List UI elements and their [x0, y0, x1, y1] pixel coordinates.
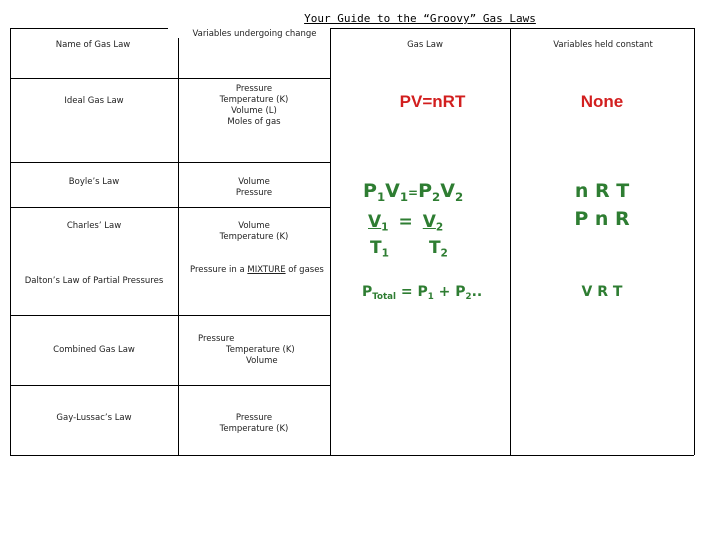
page-title: Your Guide to the “Groovy” Gas Laws	[304, 12, 536, 25]
header-gas-law: Gas Law	[407, 40, 443, 50]
row-ideal-name: Ideal Gas Law	[64, 96, 124, 106]
row-combined-variables	[198, 334, 328, 367]
row-gay-lussac-name: Gay-Lussac’s Law	[56, 413, 132, 423]
variable-item: Pressure	[198, 334, 235, 344]
variable-item: Temperature (K)	[226, 345, 295, 355]
variable-item: Volume	[238, 221, 270, 231]
table-border-bottom	[10, 455, 694, 456]
formula-charles-top: $V_1 = V_2$	[368, 212, 444, 234]
row-gay-lussac-variables	[178, 413, 330, 435]
formula-boyle: $P_1V_1=P_2V_2$	[363, 180, 464, 205]
variable-item: Moles of gas	[227, 117, 281, 127]
variable-item: Volume (L)	[231, 106, 277, 116]
row-divider-3	[10, 207, 330, 208]
constant-charles: P n R	[574, 208, 630, 230]
variable-item: Temperature (K)	[219, 232, 289, 242]
constant-boyle: n R T	[574, 180, 630, 202]
row-dalton-name: Dalton’s Law of Partial Pressures	[24, 276, 164, 286]
header-variables: Variables undergoing change	[192, 29, 317, 39]
row-charles-name: Charles’ Law	[66, 221, 122, 231]
formula-charles-bottom: $T_1$ $T_2$	[370, 238, 448, 260]
variable-item: Volume	[238, 177, 270, 187]
column-divider-2	[330, 28, 331, 455]
formula-dalton: $P_{Total} = P_1 + P_2$..	[362, 284, 483, 303]
variable-item: Pressure	[235, 413, 273, 423]
row-divider-2	[10, 162, 330, 163]
row-dalton-variables: Pressure in a MIXTURE of gases	[190, 265, 324, 275]
row-boyle-name: Boyle’s Law	[68, 177, 120, 187]
table-border-right	[694, 28, 695, 455]
constant-ideal-gas: None	[580, 92, 624, 111]
constant-dalton: V R T	[581, 284, 623, 300]
header-name: Name of Gas Law	[55, 40, 131, 50]
table-border-top-left	[10, 28, 168, 29]
variable-item: Pressure	[235, 84, 273, 94]
formula-ideal-gas: PV=nRT	[399, 92, 466, 111]
row-ideal-variables	[178, 84, 330, 128]
row-combined-name: Combined Gas Law	[53, 345, 135, 355]
row-divider-5	[10, 385, 330, 386]
row-divider-4	[10, 315, 330, 316]
table-border-left	[10, 28, 11, 455]
variable-item: Temperature (K)	[219, 95, 289, 105]
row-charles-variables	[178, 221, 330, 243]
variable-item: Volume	[246, 356, 278, 366]
header-constants: Variables held constant	[553, 40, 653, 50]
variable-item: Temperature (K)	[219, 424, 289, 434]
table-border-top-right	[330, 28, 694, 29]
row-boyle-variables	[178, 177, 330, 199]
variable-item: Pressure	[235, 188, 273, 198]
row-divider-1	[10, 78, 330, 79]
